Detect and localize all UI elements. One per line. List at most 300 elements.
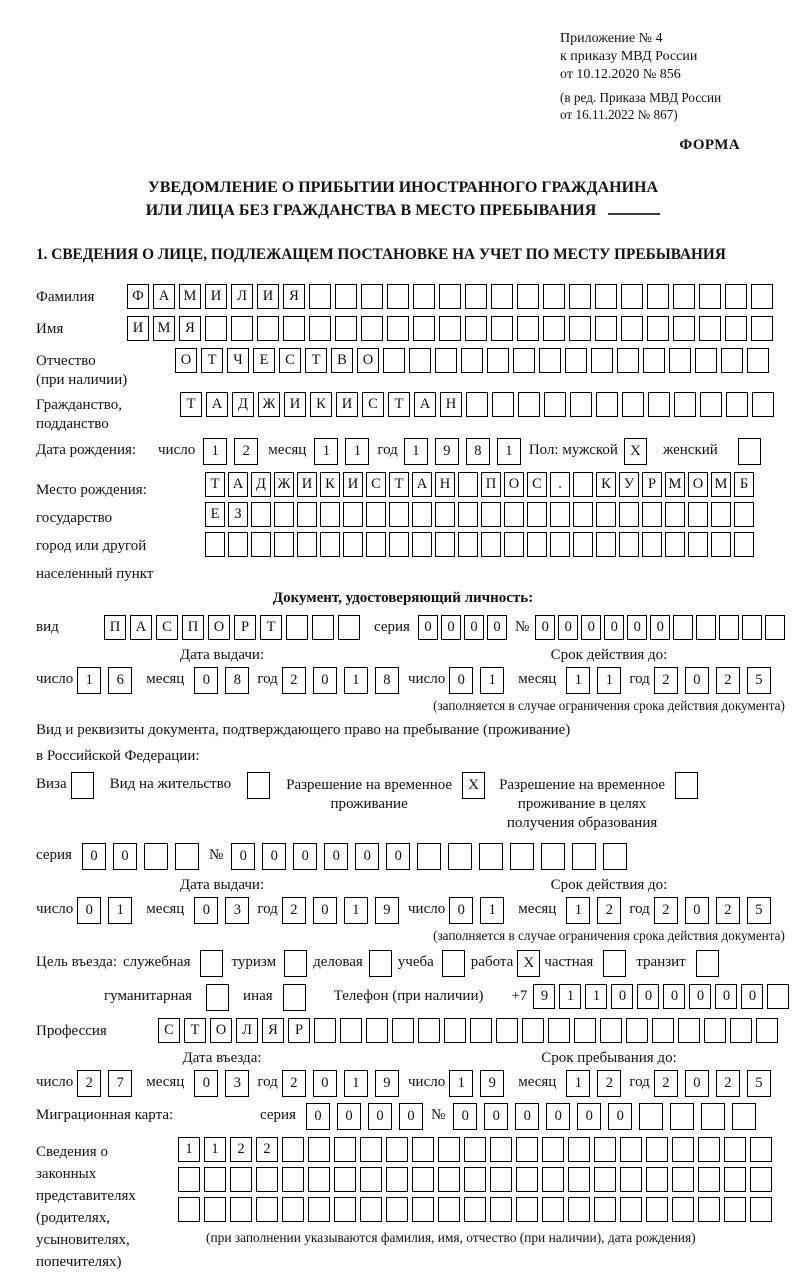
char-cell[interactable] xyxy=(490,1137,512,1162)
char-cell[interactable]: Ж xyxy=(258,392,280,417)
char-cell[interactable]: С xyxy=(156,615,178,640)
char-cell[interactable]: Л xyxy=(231,284,253,309)
char-cell[interactable] xyxy=(464,1197,486,1222)
char-cell[interactable] xyxy=(387,284,409,309)
purpose-study-checkbox[interactable] xyxy=(442,950,465,977)
char-cell[interactable] xyxy=(386,1197,408,1222)
char-cell[interactable] xyxy=(413,316,435,341)
char-cell[interactable]: И xyxy=(127,316,149,341)
char-cell[interactable] xyxy=(747,348,769,373)
char-cell[interactable]: 9 xyxy=(375,1070,399,1097)
char-cell[interactable] xyxy=(652,1018,674,1043)
char-cell[interactable]: 8 xyxy=(375,667,399,694)
char-cell[interactable] xyxy=(256,1197,278,1222)
char-cell[interactable] xyxy=(725,284,747,309)
char-cell[interactable]: 1 xyxy=(77,667,101,694)
char-cell[interactable] xyxy=(595,316,617,341)
char-cell[interactable] xyxy=(491,284,513,309)
char-cell[interactable]: И xyxy=(336,392,358,417)
char-cell[interactable]: 0 xyxy=(77,897,101,924)
char-cell[interactable]: 0 xyxy=(399,1103,423,1130)
char-cell[interactable]: Т xyxy=(180,392,202,417)
char-cell[interactable] xyxy=(646,1197,668,1222)
char-cell[interactable] xyxy=(568,1167,590,1192)
char-cell[interactable] xyxy=(360,1197,382,1222)
char-cell[interactable] xyxy=(642,502,662,527)
char-cell[interactable] xyxy=(573,532,593,557)
char-cell[interactable]: 0 xyxy=(484,1103,508,1130)
char-cell[interactable] xyxy=(672,1197,694,1222)
char-cell[interactable] xyxy=(730,1018,752,1043)
char-cell[interactable]: 0 xyxy=(231,843,255,870)
char-cell[interactable] xyxy=(620,1167,642,1192)
char-cell[interactable]: Б xyxy=(734,472,754,497)
char-cell[interactable]: Я xyxy=(179,316,201,341)
char-cell[interactable] xyxy=(314,1018,336,1043)
char-cell[interactable] xyxy=(320,532,340,557)
char-cell[interactable]: 0 xyxy=(535,615,555,640)
char-cell[interactable]: 1 xyxy=(204,1137,226,1162)
char-cell[interactable] xyxy=(725,316,747,341)
char-cell[interactable]: 1 xyxy=(178,1137,200,1162)
char-cell[interactable]: Е xyxy=(205,502,225,527)
char-cell[interactable]: П xyxy=(104,615,126,640)
char-cell[interactable]: М xyxy=(711,472,731,497)
char-cell[interactable] xyxy=(465,316,487,341)
char-cell[interactable] xyxy=(389,532,409,557)
char-cell[interactable] xyxy=(646,1167,668,1192)
purpose-other-checkbox[interactable] xyxy=(283,984,306,1011)
char-cell[interactable]: 1 xyxy=(314,438,338,465)
char-cell[interactable]: П xyxy=(481,472,501,497)
char-cell[interactable]: 1 xyxy=(203,438,227,465)
char-cell[interactable]: Н xyxy=(435,472,455,497)
char-cell[interactable]: Д xyxy=(251,472,271,497)
char-cell[interactable] xyxy=(340,1018,362,1043)
char-cell[interactable]: 1 xyxy=(404,438,428,465)
char-cell[interactable] xyxy=(343,502,363,527)
char-cell[interactable]: Д xyxy=(232,392,254,417)
char-cell[interactable] xyxy=(144,843,168,870)
char-cell[interactable]: 2 xyxy=(716,897,740,924)
char-cell[interactable] xyxy=(726,392,748,417)
char-cell[interactable]: 0 xyxy=(581,615,601,640)
char-cell[interactable]: А xyxy=(153,284,175,309)
char-cell[interactable]: 0 xyxy=(449,667,473,694)
char-cell[interactable] xyxy=(594,1197,616,1222)
char-cell[interactable] xyxy=(544,392,566,417)
char-cell[interactable] xyxy=(504,502,524,527)
purpose-work-checkbox[interactable]: X xyxy=(517,950,540,977)
char-cell[interactable]: 0 xyxy=(685,897,709,924)
char-cell[interactable]: 0 xyxy=(627,615,647,640)
char-cell[interactable] xyxy=(205,532,225,557)
char-cell[interactable] xyxy=(596,502,616,527)
char-cell[interactable]: С xyxy=(366,472,386,497)
char-cell[interactable] xyxy=(568,1197,590,1222)
char-cell[interactable]: Л xyxy=(236,1018,258,1043)
char-cell[interactable]: К xyxy=(596,472,616,497)
char-cell[interactable]: 0 xyxy=(685,667,709,694)
char-cell[interactable]: 1 xyxy=(566,667,590,694)
char-cell[interactable] xyxy=(504,532,524,557)
char-cell[interactable]: 0 xyxy=(487,615,507,640)
char-cell[interactable]: 0 xyxy=(637,984,659,1009)
char-cell[interactable] xyxy=(603,843,627,870)
char-cell[interactable] xyxy=(565,348,587,373)
char-cell[interactable] xyxy=(458,472,478,497)
char-cell[interactable]: 0 xyxy=(546,1103,570,1130)
char-cell[interactable] xyxy=(642,532,662,557)
char-cell[interactable]: М xyxy=(665,472,685,497)
char-cell[interactable]: 2 xyxy=(234,438,258,465)
char-cell[interactable]: 9 xyxy=(375,897,399,924)
char-cell[interactable]: 0 xyxy=(313,1070,337,1097)
char-cell[interactable] xyxy=(543,316,565,341)
char-cell[interactable] xyxy=(734,532,754,557)
char-cell[interactable] xyxy=(286,615,308,640)
char-cell[interactable] xyxy=(412,1137,434,1162)
char-cell[interactable] xyxy=(335,316,357,341)
char-cell[interactable] xyxy=(366,532,386,557)
char-cell[interactable] xyxy=(510,843,534,870)
char-cell[interactable] xyxy=(620,1197,642,1222)
char-cell[interactable] xyxy=(750,1167,772,1192)
char-cell[interactable]: А xyxy=(206,392,228,417)
char-cell[interactable] xyxy=(698,1197,720,1222)
char-cell[interactable]: 1 xyxy=(559,984,581,1009)
char-cell[interactable]: К xyxy=(320,472,340,497)
char-cell[interactable] xyxy=(334,1197,356,1222)
char-cell[interactable]: П xyxy=(182,615,204,640)
char-cell[interactable]: 0 xyxy=(604,615,624,640)
char-cell[interactable] xyxy=(719,615,739,640)
char-cell[interactable] xyxy=(539,348,561,373)
char-cell[interactable] xyxy=(518,392,540,417)
char-cell[interactable]: М xyxy=(179,284,201,309)
char-cell[interactable] xyxy=(412,1197,434,1222)
char-cell[interactable]: 1 xyxy=(480,897,504,924)
char-cell[interactable] xyxy=(569,316,591,341)
char-cell[interactable] xyxy=(387,316,409,341)
char-cell[interactable] xyxy=(752,392,774,417)
char-cell[interactable]: 2 xyxy=(282,1070,306,1097)
char-cell[interactable]: А xyxy=(414,392,436,417)
char-cell[interactable] xyxy=(386,1167,408,1192)
char-cell[interactable] xyxy=(412,532,432,557)
char-cell[interactable] xyxy=(366,502,386,527)
char-cell[interactable] xyxy=(647,316,669,341)
char-cell[interactable]: Т xyxy=(184,1018,206,1043)
char-cell[interactable]: 0 xyxy=(715,984,737,1009)
char-cell[interactable] xyxy=(335,284,357,309)
char-cell[interactable] xyxy=(228,532,248,557)
char-cell[interactable]: 2 xyxy=(654,667,678,694)
char-cell[interactable] xyxy=(665,502,685,527)
char-cell[interactable]: 0 xyxy=(313,897,337,924)
char-cell[interactable]: 0 xyxy=(113,843,137,870)
char-cell[interactable] xyxy=(626,1018,648,1043)
char-cell[interactable] xyxy=(541,843,565,870)
char-cell[interactable]: 2 xyxy=(282,667,306,694)
char-cell[interactable] xyxy=(257,316,279,341)
purpose-humanitarian-checkbox[interactable] xyxy=(206,984,229,1011)
sex-female-checkbox[interactable] xyxy=(738,438,761,465)
char-cell[interactable]: С xyxy=(362,392,384,417)
char-cell[interactable]: Т xyxy=(388,392,410,417)
char-cell[interactable] xyxy=(282,1167,304,1192)
char-cell[interactable]: 8 xyxy=(466,438,490,465)
char-cell[interactable] xyxy=(699,284,721,309)
char-cell[interactable] xyxy=(435,532,455,557)
char-cell[interactable]: Ж xyxy=(274,472,294,497)
char-cell[interactable]: 1 xyxy=(449,1070,473,1097)
char-cell[interactable] xyxy=(479,843,503,870)
char-cell[interactable]: Т xyxy=(389,472,409,497)
char-cell[interactable] xyxy=(251,532,271,557)
char-cell[interactable]: А xyxy=(412,472,432,497)
char-cell[interactable] xyxy=(600,1018,622,1043)
char-cell[interactable] xyxy=(721,348,743,373)
char-cell[interactable] xyxy=(412,502,432,527)
char-cell[interactable] xyxy=(568,1137,590,1162)
char-cell[interactable]: 9 xyxy=(533,984,555,1009)
char-cell[interactable]: И xyxy=(257,284,279,309)
char-cell[interactable] xyxy=(338,615,360,640)
purpose-tourism-checkbox[interactable] xyxy=(284,950,307,977)
char-cell[interactable] xyxy=(366,1018,388,1043)
char-cell[interactable] xyxy=(383,348,405,373)
char-cell[interactable]: И xyxy=(205,284,227,309)
char-cell[interactable] xyxy=(481,532,501,557)
char-cell[interactable] xyxy=(496,1018,518,1043)
char-cell[interactable] xyxy=(751,284,773,309)
char-cell[interactable] xyxy=(673,615,693,640)
char-cell[interactable] xyxy=(178,1197,200,1222)
char-cell[interactable] xyxy=(742,615,762,640)
char-cell[interactable]: Р xyxy=(642,472,662,497)
char-cell[interactable] xyxy=(765,615,785,640)
char-cell[interactable] xyxy=(230,1167,252,1192)
char-cell[interactable]: 0 xyxy=(418,615,438,640)
char-cell[interactable]: З xyxy=(228,502,248,527)
char-cell[interactable]: 2 xyxy=(654,1070,678,1097)
char-cell[interactable]: 1 xyxy=(566,1070,590,1097)
char-cell[interactable]: 0 xyxy=(449,897,473,924)
char-cell[interactable] xyxy=(767,984,789,1009)
purpose-business-checkbox[interactable] xyxy=(369,950,392,977)
char-cell[interactable] xyxy=(417,843,441,870)
char-cell[interactable] xyxy=(700,392,722,417)
char-cell[interactable]: 1 xyxy=(108,897,132,924)
char-cell[interactable]: О xyxy=(210,1018,232,1043)
char-cell[interactable] xyxy=(573,502,593,527)
char-cell[interactable]: 0 xyxy=(685,1070,709,1097)
char-cell[interactable]: А xyxy=(228,472,248,497)
char-cell[interactable] xyxy=(464,1137,486,1162)
char-cell[interactable]: 0 xyxy=(324,843,348,870)
char-cell[interactable]: 1 xyxy=(585,984,607,1009)
char-cell[interactable]: Т xyxy=(201,348,223,373)
char-cell[interactable] xyxy=(724,1197,746,1222)
char-cell[interactable] xyxy=(672,1167,694,1192)
char-cell[interactable] xyxy=(334,1137,356,1162)
char-cell[interactable] xyxy=(308,1137,330,1162)
char-cell[interactable] xyxy=(320,502,340,527)
char-cell[interactable] xyxy=(646,1137,668,1162)
char-cell[interactable]: 3 xyxy=(225,1070,249,1097)
visa-checkbox[interactable] xyxy=(71,772,94,799)
char-cell[interactable] xyxy=(704,1018,726,1043)
char-cell[interactable]: Т xyxy=(305,348,327,373)
char-cell[interactable] xyxy=(670,1103,694,1130)
char-cell[interactable]: 0 xyxy=(741,984,763,1009)
char-cell[interactable]: 0 xyxy=(611,984,633,1009)
char-cell[interactable]: О xyxy=(175,348,197,373)
char-cell[interactable] xyxy=(595,284,617,309)
char-cell[interactable]: 1 xyxy=(344,667,368,694)
char-cell[interactable] xyxy=(574,1018,596,1043)
char-cell[interactable] xyxy=(492,392,514,417)
char-cell[interactable] xyxy=(491,316,513,341)
char-cell[interactable]: 8 xyxy=(225,667,249,694)
char-cell[interactable]: 2 xyxy=(716,1070,740,1097)
char-cell[interactable]: 6 xyxy=(108,667,132,694)
char-cell[interactable] xyxy=(481,502,501,527)
char-cell[interactable]: М xyxy=(153,316,175,341)
char-cell[interactable]: 5 xyxy=(747,667,771,694)
char-cell[interactable] xyxy=(698,1167,720,1192)
char-cell[interactable] xyxy=(444,1018,466,1043)
char-cell[interactable] xyxy=(701,1103,725,1130)
char-cell[interactable] xyxy=(639,1103,663,1130)
char-cell[interactable]: 0 xyxy=(313,667,337,694)
char-cell[interactable] xyxy=(688,532,708,557)
char-cell[interactable] xyxy=(620,1137,642,1162)
char-cell[interactable]: 9 xyxy=(435,438,459,465)
char-cell[interactable]: Р xyxy=(234,615,256,640)
char-cell[interactable] xyxy=(464,1167,486,1192)
char-cell[interactable] xyxy=(750,1197,772,1222)
char-cell[interactable] xyxy=(527,502,547,527)
char-cell[interactable] xyxy=(386,1137,408,1162)
char-cell[interactable]: 2 xyxy=(256,1137,278,1162)
char-cell[interactable]: О xyxy=(208,615,230,640)
char-cell[interactable] xyxy=(360,1137,382,1162)
char-cell[interactable] xyxy=(309,316,331,341)
char-cell[interactable] xyxy=(274,532,294,557)
char-cell[interactable] xyxy=(312,615,334,640)
char-cell[interactable] xyxy=(548,1018,570,1043)
char-cell[interactable] xyxy=(543,284,565,309)
temp-permit-checkbox[interactable]: X xyxy=(462,772,485,799)
purpose-transit-checkbox[interactable] xyxy=(696,950,719,977)
char-cell[interactable]: 0 xyxy=(464,615,484,640)
char-cell[interactable] xyxy=(465,284,487,309)
char-cell[interactable]: 3 xyxy=(225,897,249,924)
char-cell[interactable] xyxy=(542,1197,564,1222)
char-cell[interactable]: Т xyxy=(205,472,225,497)
char-cell[interactable]: 0 xyxy=(194,1070,218,1097)
char-cell[interactable] xyxy=(274,502,294,527)
char-cell[interactable] xyxy=(283,316,305,341)
char-cell[interactable] xyxy=(643,348,665,373)
char-cell[interactable] xyxy=(756,1018,778,1043)
char-cell[interactable] xyxy=(308,1167,330,1192)
char-cell[interactable] xyxy=(409,348,431,373)
char-cell[interactable]: Н xyxy=(440,392,462,417)
char-cell[interactable] xyxy=(204,1167,226,1192)
char-cell[interactable] xyxy=(516,1167,538,1192)
char-cell[interactable] xyxy=(572,843,596,870)
char-cell[interactable]: 0 xyxy=(194,667,218,694)
char-cell[interactable] xyxy=(711,502,731,527)
char-cell[interactable] xyxy=(688,502,708,527)
char-cell[interactable]: . xyxy=(550,472,570,497)
char-cell[interactable]: 0 xyxy=(386,843,410,870)
char-cell[interactable]: 0 xyxy=(441,615,461,640)
char-cell[interactable]: О xyxy=(504,472,524,497)
char-cell[interactable]: Ч xyxy=(227,348,249,373)
char-cell[interactable] xyxy=(550,532,570,557)
char-cell[interactable] xyxy=(435,348,457,373)
char-cell[interactable]: 2 xyxy=(597,897,621,924)
char-cell[interactable] xyxy=(750,1137,772,1162)
char-cell[interactable] xyxy=(251,502,271,527)
char-cell[interactable]: С xyxy=(158,1018,180,1043)
char-cell[interactable] xyxy=(435,502,455,527)
char-cell[interactable]: Т xyxy=(260,615,282,640)
char-cell[interactable]: Е xyxy=(253,348,275,373)
char-cell[interactable]: Я xyxy=(262,1018,284,1043)
char-cell[interactable] xyxy=(594,1167,616,1192)
char-cell[interactable] xyxy=(309,284,331,309)
char-cell[interactable] xyxy=(334,1167,356,1192)
char-cell[interactable] xyxy=(672,1137,694,1162)
char-cell[interactable] xyxy=(665,532,685,557)
char-cell[interactable] xyxy=(734,502,754,527)
char-cell[interactable] xyxy=(647,284,669,309)
char-cell[interactable] xyxy=(696,615,716,640)
char-cell[interactable] xyxy=(594,1137,616,1162)
char-cell[interactable] xyxy=(490,1167,512,1192)
char-cell[interactable]: 1 xyxy=(344,897,368,924)
char-cell[interactable] xyxy=(596,532,616,557)
char-cell[interactable]: 0 xyxy=(608,1103,632,1130)
char-cell[interactable]: 1 xyxy=(480,667,504,694)
char-cell[interactable] xyxy=(550,502,570,527)
char-cell[interactable]: 2 xyxy=(230,1137,252,1162)
char-cell[interactable]: 0 xyxy=(293,843,317,870)
char-cell[interactable] xyxy=(513,348,535,373)
char-cell[interactable] xyxy=(673,284,695,309)
char-cell[interactable] xyxy=(297,502,317,527)
char-cell[interactable] xyxy=(204,1197,226,1222)
char-cell[interactable] xyxy=(392,1018,414,1043)
char-cell[interactable]: 1 xyxy=(566,897,590,924)
char-cell[interactable] xyxy=(527,532,547,557)
char-cell[interactable]: У xyxy=(619,472,639,497)
char-cell[interactable]: 2 xyxy=(716,667,740,694)
char-cell[interactable] xyxy=(573,472,593,497)
char-cell[interactable]: 5 xyxy=(747,897,771,924)
char-cell[interactable]: 0 xyxy=(368,1103,392,1130)
char-cell[interactable] xyxy=(698,1137,720,1162)
char-cell[interactable] xyxy=(360,1167,382,1192)
char-cell[interactable]: Я xyxy=(283,284,305,309)
char-cell[interactable] xyxy=(622,392,644,417)
char-cell[interactable]: 0 xyxy=(515,1103,539,1130)
